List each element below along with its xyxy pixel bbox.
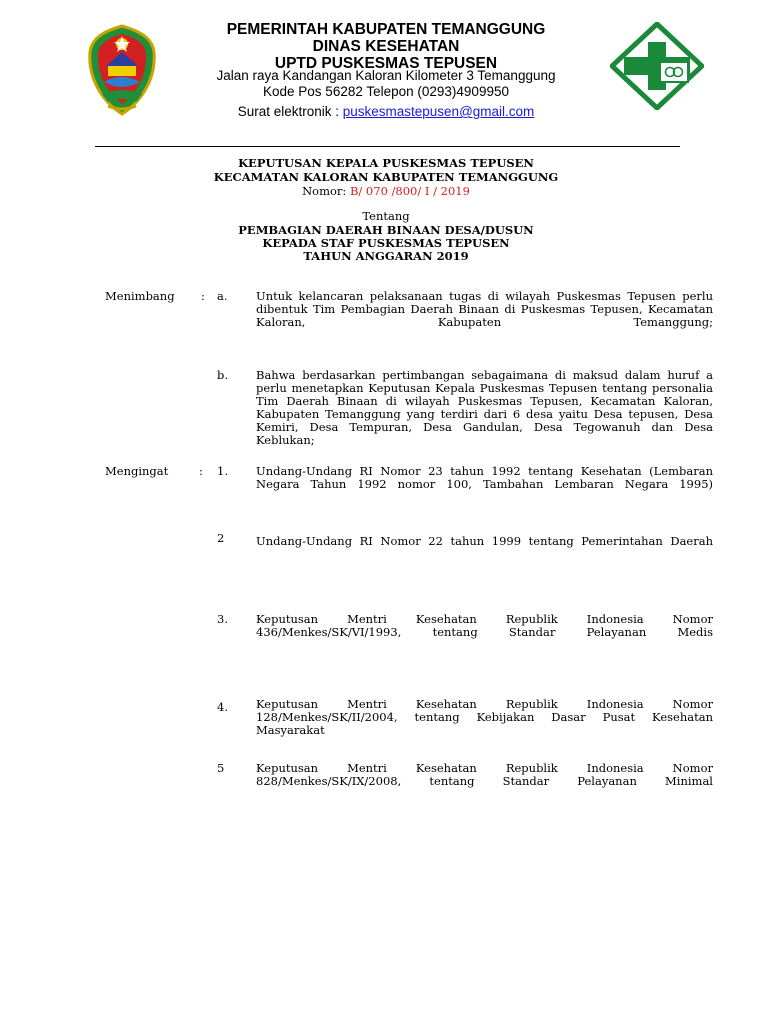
- puskesmas-logo: [610, 22, 704, 110]
- menimbang-item-b-number: b.: [217, 368, 229, 382]
- mengingat-item-3-number: 3.: [217, 612, 228, 626]
- menimbang-item-a-number: a.: [217, 289, 228, 303]
- mengingat-item-5-text: Keputusan Mentri Kesehatan Republik Indonesia Nomor 828/Menkes/SK/IX/2008, tentang Standar Pelayanan Minimal: [256, 761, 713, 788]
- regency-coat-of-arms-logo: [86, 22, 158, 118]
- decree-title-line2: KECAMATAN KALORAN KABUPATEN TEMANGGUNG: [213, 170, 559, 184]
- menimbang-item-b-text: Bahwa berdasarkan pertimbangan sebagaimana di maksud dalam huruf a perlu menetapkan Keputusan Kepala Puskesmas Tepusen tentang personalia Tim Daerah Binaan di wilayah Puskesmas Tepusen, Kecamatan Kaloran, Kabupaten Temanggung yang terdiri dari 6 desa yaitu Desa tepusen, Desa Kemiri, Desa Tempuran, Desa Gandulan, Desa Tegowanuh dan Desa Keblukan;: [256, 368, 713, 447]
- header-address: Jalan raya Kandangan Kaloran Kilometer 3 Temanggung: [216, 68, 556, 83]
- mengingat-item-3-text: Keputusan Mentri Kesehatan Republik Indonesia Nomor 436/Menkes/SK/VI/1993, tentang Standar Pelayanan Medis: [256, 612, 713, 639]
- mengingat-colon: :: [199, 464, 203, 478]
- decree-subject-line2: KEPADA STAF PUSKESMAS TEPUSEN: [262, 236, 510, 250]
- decree-subject-line3: TAHUN ANGGARAN 2019: [303, 249, 469, 263]
- email-label: Surat elektronik :: [237, 104, 343, 119]
- mengingat-item-1-text: Undang-Undang RI Nomor 23 tahun 1992 tentang Kesehatan (Lembaran Negara Tahun 1992 nomor 100, Tambahan Lembaran Negara 1995): [256, 464, 713, 491]
- header-email-line: [150, 104, 622, 120]
- header-unit: UPTD PUSKESMAS TEPUSEN: [274, 55, 498, 72]
- decree-number: [150, 185, 622, 198]
- mengingat-item-1-number: 1.: [217, 464, 228, 478]
- mengingat-item-2-number: 2: [217, 531, 225, 545]
- mengingat-item-5-number: 5: [217, 761, 225, 775]
- mengingat-item-4-text: Keputusan Mentri Kesehatan Republik Indonesia Nomor 128/Menkes/SK/II/2004, tentang Kebijakan Dasar Pusat Kesehatan Masyarakat: [256, 697, 713, 737]
- header-contact: Kode Pos 56282 Telepon (0293)4909950: [263, 84, 509, 99]
- decree-title-line1: KEPUTUSAN KEPALA PUSKESMAS TEPUSEN: [238, 156, 534, 170]
- decree-number-value: B/ 070 /800/ I / 2019: [349, 184, 470, 198]
- menimbang-item-a-text: Untuk kelancaran pelaksanaan tugas di wilayah Puskesmas Tepusen perlu dibentuk Tim Pembagian Daerah Binaan di Puskesmas Tepusen, Kecamatan Kaloran, Kabupaten Temanggung;: [256, 289, 713, 329]
- email-link[interactable]: puskesmastepusen@gmail.com: [342, 104, 535, 119]
- menimbang-colon: :: [201, 289, 205, 303]
- header-divider: [95, 146, 680, 147]
- header-government: PEMERINTAH KABUPATEN TEMANGGUNG: [226, 21, 546, 38]
- header-department: DINAS KESEHATAN: [312, 38, 460, 55]
- mengingat-item-2-text: Undang-Undang RI Nomor 22 tahun 1999 tentang Pemerintahan Daerah: [256, 534, 713, 548]
- decree-number-label: Nomor:: [302, 184, 350, 198]
- decree-subject-line1: PEMBAGIAN DAERAH BINAAN DESA/DUSUN: [238, 223, 534, 237]
- menimbang-label: Menimbang: [105, 289, 175, 303]
- mengingat-label: Mengingat: [105, 464, 169, 478]
- decree-about: Tentang: [362, 209, 410, 223]
- mengingat-item-4-number: 4.: [217, 700, 228, 714]
